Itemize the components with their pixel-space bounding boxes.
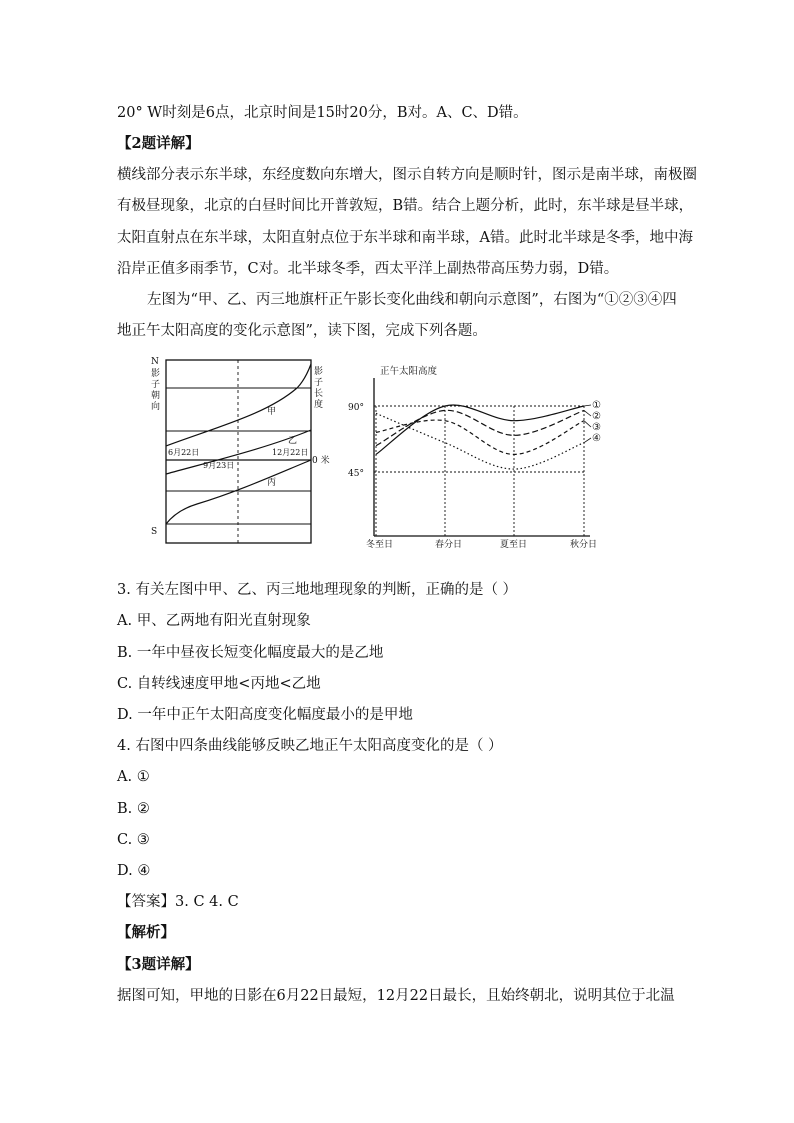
curve-label: 丙 (267, 478, 277, 488)
paragraph-line: 有极昼现象，北京的白昼时间比开普敦短，B错。结合上题分析，此时，东半球是昼半球， (117, 198, 694, 214)
y-tick-label: 90° (348, 403, 364, 413)
analysis-heading: 【解析】 (117, 924, 175, 941)
intro-line: 地正午太阳高度的变化示意图”，读下图，完成下列各题。 (117, 323, 487, 339)
s-label: S (151, 527, 158, 537)
option-c: C. 自转线速度甲地<丙地<乙地 (117, 676, 321, 692)
series-line-1 (376, 405, 584, 454)
series-leader-2 (584, 410, 591, 416)
series-label-1: ① (592, 400, 601, 411)
date-label: 9月23日 (203, 461, 235, 470)
series-leader-1 (584, 405, 591, 406)
y-right-title: 长 (314, 389, 324, 399)
series-line-4 (376, 413, 584, 469)
series-leader-4 (584, 438, 591, 443)
paragraph-line: 沿岸正值多雨季节，C对。北半球冬季，西太平洋上副热带高压势力弱，D错。 (117, 261, 619, 277)
y-left-title: 子 (151, 380, 161, 390)
y-left-title: 影 (151, 369, 161, 379)
section-heading: 【3题详解】 (117, 956, 200, 973)
y-left-title: 朝 (151, 391, 161, 401)
option-d: D. ④ (117, 863, 151, 879)
curve-jia (166, 364, 311, 446)
curve-bing (166, 460, 311, 524)
curve-label: 乙 (288, 436, 298, 446)
y-right-title: 子 (314, 378, 324, 388)
y-right-title: 影 (314, 367, 324, 377)
paragraph-line: 20° W时刻是6点，北京时间是15时20分，B对。A、C、D错。 (117, 105, 528, 121)
question-stem: 3. 有关左图中甲、乙、丙三地地理现象的判断，正确的是（ ） (117, 582, 518, 598)
paragraph-line: 据图可知，甲地的日影在6月22日最短，12月22日最长，且始终朝北，说明其位于北温 (117, 988, 675, 1004)
answer-line: 【答案】3. C 4. C (117, 894, 239, 910)
y-left-title: 向 (151, 402, 161, 412)
x-tick-label: 夏至日 (500, 540, 528, 550)
option-c: C. ③ (117, 832, 150, 848)
series-leader-3 (584, 421, 591, 427)
zero-label: 0 米 (312, 456, 330, 466)
x-tick-label: 秋分日 (570, 540, 598, 550)
option-a: A. 甲、乙两地有阳光直射现象 (117, 613, 311, 629)
x-tick-label: 春分日 (435, 540, 463, 550)
series-label-2: ② (592, 411, 601, 422)
option-a: A. ① (117, 769, 150, 785)
y-right-title: 度 (314, 400, 324, 410)
option-b: B. 一年中昼夜长短变化幅度最大的是乙地 (117, 645, 384, 661)
x-tick-label: 冬至日 (366, 540, 394, 550)
date-label: 6月22日 (168, 448, 200, 457)
question-stem: 4. 右图中四条曲线能够反映乙地正午太阳高度变化的是（ ） (117, 738, 503, 754)
series-label-4: ④ (592, 433, 601, 444)
n-label: N (151, 357, 159, 367)
option-b: B. ② (117, 801, 150, 817)
intro-line: 左图为“甲、乙、丙三地旗杆正午影长变化曲线和朝向示意图”，右图为“①②③④四 (147, 292, 677, 308)
paragraph-line: 太阳直射点在东半球，太阳直射点位于东半球和南半球，A错。此时北半球是冬季，地中海 (117, 230, 693, 246)
sun-altitude-chart (340, 362, 620, 552)
chart-title: 正午太阳高度 (380, 366, 438, 377)
series-label-3: ③ (592, 422, 601, 433)
option-d: D. 一年中正午太阳高度变化幅度最小的是甲地 (117, 707, 413, 723)
shadow-figure (147, 352, 337, 552)
curve-label: 甲 (267, 407, 277, 417)
date-label: 12月22日 (272, 448, 309, 457)
y-tick-label: 45° (348, 469, 364, 479)
section-heading: 【2题详解】 (117, 135, 200, 152)
paragraph-line: 横线部分表示东半球，东经度数向东增大，图示自转方向是顺时针，图示是南半球，南极圈 (117, 167, 697, 183)
